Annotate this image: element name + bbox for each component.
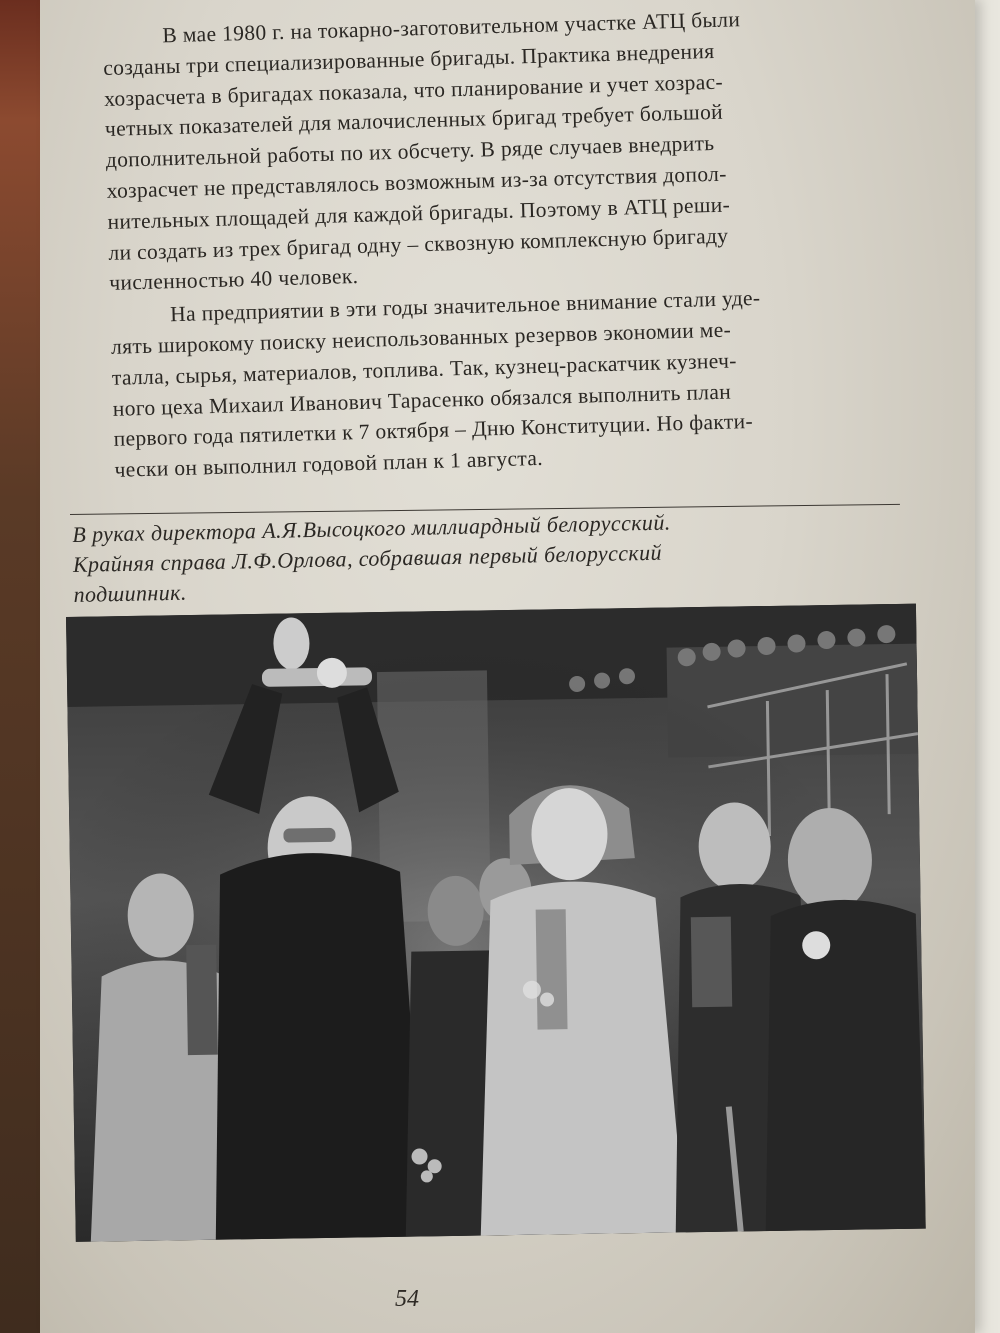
table-edge bbox=[0, 0, 42, 1333]
caption-line: Крайняя справа Л.Ф.Орлова, собравшая первый белорусский bbox=[72, 539, 663, 577]
text-line: лять широкому поиску неиспользованных резервов экономии ме- bbox=[110, 317, 732, 359]
text-line: нительных площадей для каждой бригады. Поэтому в АТЦ реши- bbox=[107, 192, 731, 234]
photo-caption bbox=[72, 503, 874, 610]
text-line: численностью 40 человек. bbox=[108, 264, 359, 296]
text-line: дополнительной работы по их обсчету. В ряде случаев внедрить bbox=[105, 131, 715, 173]
text-line: На предприятии в эти годы значительное внимание стали уде- bbox=[169, 285, 761, 327]
text-line: хозрасчет не представлялось возможным из-за отсутствия допол- bbox=[106, 161, 728, 203]
caption-line: подшипник. bbox=[73, 579, 187, 607]
text-line: хозрасчета в бригадах показала, что планирование и учет хозрас- bbox=[103, 69, 724, 111]
text-line: созданы три специализированные бригады. Практика внедрения bbox=[102, 38, 715, 80]
text-line: четных показателей для малочисленных бригад требует большой bbox=[104, 100, 724, 142]
text-line: первого года пятилетки к 7 октября – Дню Конституции. Но факти- bbox=[113, 409, 754, 452]
caption-line: В руках директора А.Я.Высоцкого миллиардный белорусский. bbox=[72, 509, 671, 547]
page-number: 54 bbox=[395, 1286, 419, 1312]
text-line: чески он выполнил годовой план к 1 августа. bbox=[114, 446, 544, 482]
text-line: ного цеха Михаил Иванович Тарасенко обязался выполнить план bbox=[112, 379, 732, 421]
text-line: талла, сырья, материалов, топлива. Так, кузнец-раскатчик кузнеч- bbox=[111, 348, 738, 390]
archival-photo-illustration bbox=[66, 604, 926, 1242]
archival-photo bbox=[66, 604, 926, 1242]
text-line: ли создать из трех бригад одну – сквозную комплексную бригаду bbox=[108, 223, 729, 265]
book-page bbox=[40, 0, 975, 1333]
text-line: В мае 1980 г. на токарно-заготовительном участке АТЦ были bbox=[162, 7, 741, 48]
body-text bbox=[102, 0, 915, 486]
